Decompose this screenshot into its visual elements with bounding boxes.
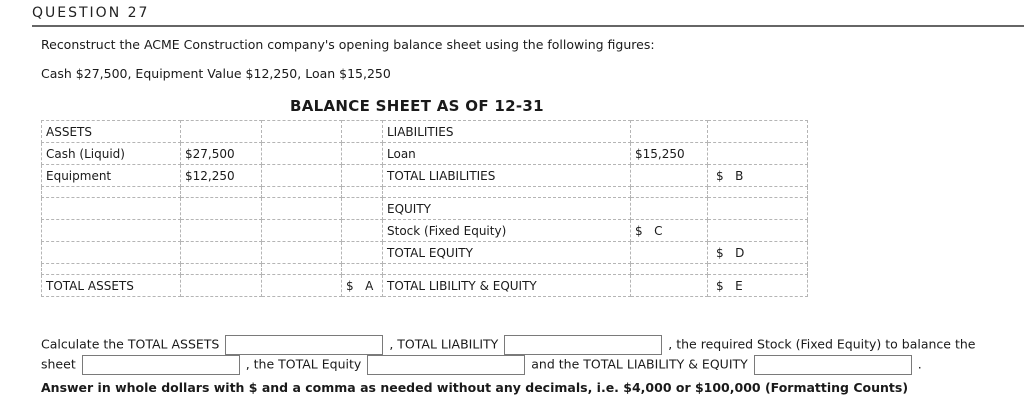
total-assets-value: $ A — [342, 275, 383, 297]
required-stock-text: , the required Stock (Fixed Equity) to balance the — [668, 336, 976, 352]
header-divider — [32, 25, 1024, 27]
table-row — [42, 187, 808, 198]
total-equity-input[interactable] — [367, 355, 525, 375]
total-equity-label: TOTAL EQUITY — [383, 242, 631, 264]
instruction-text: Reconstruct the ACME Construction company's opening balance sheet using the following figures: — [41, 37, 655, 52]
table-row — [42, 264, 808, 275]
question-header: QUESTION 27 — [32, 5, 150, 21]
stock-value: $ C — [631, 220, 708, 242]
total-liability-input[interactable] — [504, 335, 662, 355]
period-text: . — [917, 356, 922, 372]
answer-format-note: Answer in whole dollars with $ and a comma as needed without any decimals, i.e. $4,000 or $100,000 (Formatting Counts) — [41, 380, 909, 395]
table-row — [42, 220, 808, 242]
loan-value: $15,250 — [631, 143, 708, 165]
total-le-value: $ E — [708, 275, 808, 297]
total-equity-text: , the TOTAL Equity — [245, 356, 362, 372]
sheet-text: sheet — [41, 356, 76, 372]
table-row — [42, 275, 808, 297]
equity-header: EQUITY — [383, 198, 631, 220]
total-liability-text: , TOTAL LIABILITY — [389, 336, 499, 352]
stock-input[interactable] — [82, 355, 240, 375]
total-le-label: TOTAL LIBILITY & EQUITY — [383, 275, 631, 297]
total-equity-value: $ D — [708, 242, 808, 264]
table-row — [42, 198, 808, 220]
total-le-text: and the TOTAL LIABILITY & EQUITY — [531, 356, 748, 372]
total-liabilities-label: TOTAL LIABILITIES — [383, 165, 631, 187]
cash-label: Cash (Liquid) — [42, 143, 181, 165]
stock-label: Stock (Fixed Equity) — [383, 220, 631, 242]
loan-label: Loan — [383, 143, 631, 165]
calc-total-assets-text: Calculate the TOTAL ASSETS — [41, 336, 220, 352]
equipment-label: Equipment — [42, 165, 181, 187]
balance-sheet-title: BALANCE SHEET AS OF 12-31 — [290, 97, 544, 115]
answer-line-1 — [41, 335, 975, 355]
cash-value: $27,500 — [181, 143, 262, 165]
assets-header: ASSETS — [42, 121, 181, 143]
total-liabilities-value: $ B — [708, 165, 808, 187]
table-row — [42, 242, 808, 264]
given-figures-text: Cash $27,500, Equipment Value $12,250, Loan $15,250 — [41, 66, 391, 81]
total-assets-label: TOTAL ASSETS — [42, 275, 181, 297]
equipment-value: $12,250 — [181, 165, 262, 187]
answer-line-2 — [41, 355, 922, 375]
balance-sheet-table — [41, 120, 808, 297]
table-row — [42, 143, 808, 165]
liabilities-header: LIABILITIES — [383, 121, 631, 143]
total-assets-input[interactable] — [225, 335, 383, 355]
table-row — [42, 121, 808, 143]
total-le-input[interactable] — [754, 355, 912, 375]
table-row — [42, 165, 808, 187]
